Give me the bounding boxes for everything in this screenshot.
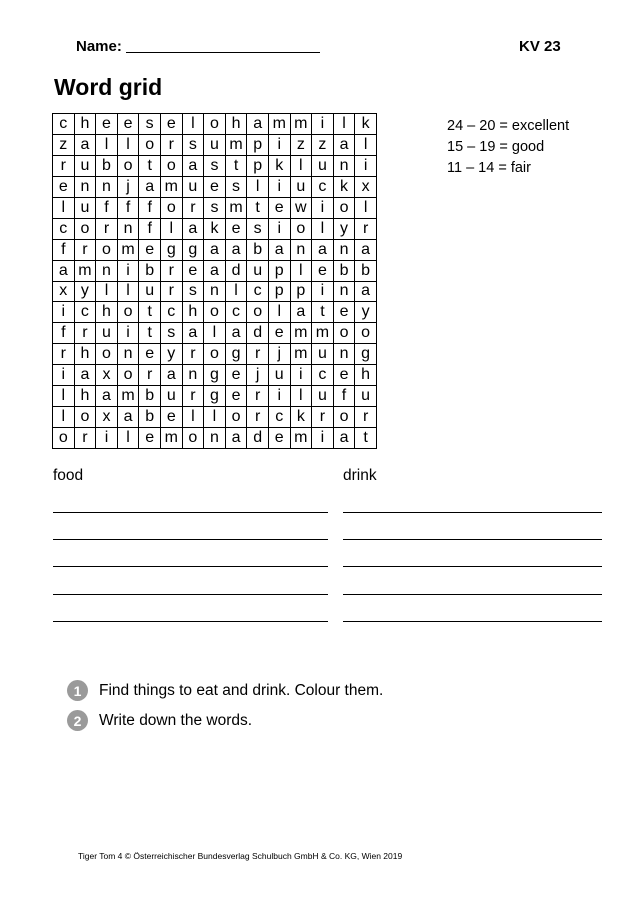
grid-cell[interactable]: l: [290, 155, 312, 176]
grid-cell[interactable]: a: [182, 155, 204, 176]
grid-cell[interactable]: e: [312, 260, 334, 281]
grid-cell[interactable]: s: [247, 218, 269, 239]
grid-row: [53, 155, 377, 176]
grid-cell[interactable]: e: [160, 407, 182, 428]
grid-cell[interactable]: l: [53, 197, 75, 218]
grid-cell[interactable]: o: [204, 302, 226, 323]
grid-cell[interactable]: w: [290, 197, 312, 218]
grid-cell[interactable]: n: [204, 281, 226, 302]
grid-cell[interactable]: p: [268, 281, 290, 302]
grid-cell[interactable]: g: [225, 344, 247, 365]
grid-cell[interactable]: a: [96, 386, 118, 407]
grid-cell[interactable]: u: [160, 386, 182, 407]
grid-cell[interactable]: l: [355, 197, 377, 218]
grid-cell[interactable]: h: [225, 114, 247, 135]
grid-cell[interactable]: x: [96, 407, 118, 428]
grid-cell[interactable]: r: [53, 155, 75, 176]
grid-cell[interactable]: a: [117, 407, 139, 428]
grid-cell[interactable]: t: [355, 428, 377, 449]
grid-cell[interactable]: m: [74, 260, 96, 281]
grid-cell[interactable]: l: [117, 281, 139, 302]
grid-cell[interactable]: u: [96, 323, 118, 344]
grid-cell[interactable]: b: [333, 260, 355, 281]
grid-cell[interactable]: l: [160, 218, 182, 239]
grid-cell[interactable]: u: [74, 197, 96, 218]
grid-cell[interactable]: o: [74, 407, 96, 428]
grid-cell[interactable]: o: [117, 302, 139, 323]
grid-cell[interactable]: i: [312, 197, 334, 218]
grid-cell[interactable]: c: [247, 281, 269, 302]
task-text: Write down the words.: [99, 711, 253, 729]
food-line[interactable]: [53, 539, 328, 540]
grid-cell[interactable]: o: [139, 134, 161, 155]
grid-cell[interactable]: f: [96, 197, 118, 218]
grid-cell[interactable]: r: [247, 386, 269, 407]
grid-row: [53, 134, 377, 155]
grid-cell[interactable]: c: [268, 407, 290, 428]
grid-cell[interactable]: u: [182, 176, 204, 197]
grid-cell[interactable]: l: [312, 218, 334, 239]
grid-cell[interactable]: k: [355, 114, 377, 135]
grid-cell[interactable]: u: [139, 281, 161, 302]
grid-cell[interactable]: r: [139, 365, 161, 386]
grid-cell[interactable]: k: [204, 218, 226, 239]
grid-cell[interactable]: m: [268, 114, 290, 135]
grid-cell[interactable]: m: [290, 344, 312, 365]
grid-row: [53, 407, 377, 428]
grid-cell[interactable]: m: [117, 386, 139, 407]
grid-cell[interactable]: c: [53, 114, 75, 135]
grid-cell[interactable]: i: [268, 176, 290, 197]
grid-cell[interactable]: k: [268, 155, 290, 176]
grid-cell[interactable]: a: [355, 239, 377, 260]
grid-cell[interactable]: n: [204, 428, 226, 449]
grid-cell[interactable]: r: [355, 407, 377, 428]
grid-cell[interactable]: r: [182, 386, 204, 407]
grid-cell[interactable]: n: [333, 344, 355, 365]
grid-cell[interactable]: l: [268, 302, 290, 323]
grid-cell[interactable]: l: [117, 134, 139, 155]
grid-cell[interactable]: e: [225, 386, 247, 407]
grid-cell[interactable]: u: [204, 134, 226, 155]
grid-cell[interactable]: l: [117, 428, 139, 449]
grid-cell[interactable]: u: [312, 344, 334, 365]
grid-cell[interactable]: r: [182, 344, 204, 365]
grid-cell[interactable]: e: [139, 428, 161, 449]
grid-cell[interactable]: r: [312, 407, 334, 428]
grid-cell[interactable]: n: [290, 239, 312, 260]
grid-cell[interactable]: f: [117, 197, 139, 218]
grid-cell[interactable]: z: [312, 134, 334, 155]
grid-cell[interactable]: o: [182, 428, 204, 449]
grid-cell[interactable]: b: [355, 260, 377, 281]
grid-cell[interactable]: n: [333, 281, 355, 302]
grid-row: [53, 344, 377, 365]
grid-cell[interactable]: s: [182, 134, 204, 155]
grid-row: [53, 386, 377, 407]
grid-cell[interactable]: y: [160, 344, 182, 365]
grid-cell[interactable]: b: [96, 155, 118, 176]
grid-cell[interactable]: f: [139, 218, 161, 239]
grid-cell[interactable]: g: [160, 239, 182, 260]
grid-cell[interactable]: u: [247, 260, 269, 281]
grid-cell[interactable]: g: [204, 365, 226, 386]
grid-cell[interactable]: i: [268, 386, 290, 407]
grid-cell[interactable]: n: [333, 239, 355, 260]
grid-cell[interactable]: a: [160, 365, 182, 386]
grid-cell[interactable]: m: [160, 176, 182, 197]
grid-cell[interactable]: a: [204, 239, 226, 260]
grid-cell[interactable]: f: [53, 323, 75, 344]
grid-cell[interactable]: c: [74, 302, 96, 323]
grid-cell[interactable]: s: [204, 197, 226, 218]
grid-cell[interactable]: i: [312, 428, 334, 449]
grid-cell[interactable]: l: [182, 114, 204, 135]
grid-cell[interactable]: o: [160, 197, 182, 218]
name-label: Name:: [76, 38, 122, 55]
grid-cell[interactable]: l: [355, 134, 377, 155]
grid-cell[interactable]: b: [247, 239, 269, 260]
grid-cell[interactable]: m: [160, 428, 182, 449]
name-line[interactable]: [126, 52, 320, 53]
grid-cell[interactable]: n: [74, 176, 96, 197]
grid-cell[interactable]: m: [290, 323, 312, 344]
grid-cell[interactable]: t: [225, 155, 247, 176]
grid-row: [53, 281, 377, 302]
grid-cell[interactable]: r: [247, 407, 269, 428]
grid-cell[interactable]: u: [74, 155, 96, 176]
copyright-footer: Tiger Tom 4 © Österreichischer Bundesverlag Schulbuch GmbH & Co. KG, Wien 2019: [78, 851, 403, 861]
grid-cell[interactable]: o: [333, 197, 355, 218]
grid-cell[interactable]: y: [74, 281, 96, 302]
food-line[interactable]: [53, 594, 328, 595]
grid-row: [53, 260, 377, 281]
grid-cell[interactable]: t: [247, 197, 269, 218]
grid-cell[interactable]: o: [96, 239, 118, 260]
grid-cell[interactable]: l: [96, 134, 118, 155]
grid-cell[interactable]: i: [290, 365, 312, 386]
grid-cell[interactable]: n: [96, 260, 118, 281]
grid-row: [53, 114, 377, 135]
number-badge-icon: 1: [67, 680, 88, 701]
grid-cell[interactable]: a: [268, 239, 290, 260]
grid-cell[interactable]: r: [53, 344, 75, 365]
grid-row: [53, 218, 377, 239]
grid-cell[interactable]: j: [117, 176, 139, 197]
grid-cell[interactable]: n: [182, 365, 204, 386]
grid-cell[interactable]: e: [225, 365, 247, 386]
grid-cell[interactable]: h: [96, 302, 118, 323]
grid-cell[interactable]: n: [96, 176, 118, 197]
grid-cell[interactable]: r: [74, 323, 96, 344]
grid-cell[interactable]: a: [225, 428, 247, 449]
grid-cell[interactable]: x: [355, 176, 377, 197]
grid-cell[interactable]: a: [204, 260, 226, 281]
grid-cell[interactable]: i: [312, 281, 334, 302]
grid-cell[interactable]: l: [96, 281, 118, 302]
grid-cell[interactable]: e: [160, 114, 182, 135]
grid-cell[interactable]: l: [333, 114, 355, 135]
grid-cell[interactable]: u: [355, 386, 377, 407]
page-title: Word grid: [54, 74, 163, 100]
grid-cell[interactable]: r: [355, 218, 377, 239]
grid-cell[interactable]: m: [225, 197, 247, 218]
grid-cell[interactable]: u: [312, 155, 334, 176]
drink-line[interactable]: [343, 621, 602, 622]
grid-cell[interactable]: e: [53, 176, 75, 197]
score-legend: [447, 116, 569, 179]
grid-cell[interactable]: l: [204, 323, 226, 344]
grid-cell[interactable]: o: [225, 407, 247, 428]
grid-cell[interactable]: u: [290, 176, 312, 197]
grid-cell[interactable]: c: [312, 365, 334, 386]
grid-cell[interactable]: o: [117, 155, 139, 176]
grid-cell[interactable]: h: [355, 365, 377, 386]
grid-cell[interactable]: i: [53, 365, 75, 386]
grid-cell[interactable]: n: [333, 155, 355, 176]
grid-cell[interactable]: o: [204, 344, 226, 365]
food-line[interactable]: [53, 621, 328, 622]
grid-cell[interactable]: f: [139, 197, 161, 218]
grid-cell[interactable]: i: [355, 155, 377, 176]
grid-cell[interactable]: j: [247, 365, 269, 386]
task-2: [67, 710, 252, 731]
grid-cell[interactable]: o: [333, 407, 355, 428]
drink-label: drink: [343, 467, 377, 484]
grid-cell[interactable]: e: [182, 260, 204, 281]
grid-cell[interactable]: o: [117, 365, 139, 386]
grid-cell[interactable]: e: [96, 114, 118, 135]
grid-cell[interactable]: t: [312, 302, 334, 323]
grid-cell[interactable]: g: [355, 344, 377, 365]
grid-cell[interactable]: d: [247, 428, 269, 449]
task-text: Find things to eat and drink. Colour them.: [99, 681, 384, 699]
grid-cell[interactable]: r: [182, 197, 204, 218]
grid-cell[interactable]: m: [290, 428, 312, 449]
grid-cell[interactable]: k: [290, 407, 312, 428]
grid-cell[interactable]: e: [333, 365, 355, 386]
grid-cell[interactable]: i: [117, 323, 139, 344]
worksheet-code: KV 23: [519, 38, 561, 55]
grid-cell[interactable]: s: [225, 176, 247, 197]
grid-row: [53, 323, 377, 344]
grid-cell[interactable]: b: [139, 386, 161, 407]
grid-cell[interactable]: o: [355, 323, 377, 344]
grid-cell[interactable]: e: [204, 176, 226, 197]
grid-cell[interactable]: c: [160, 302, 182, 323]
grid-cell[interactable]: u: [312, 386, 334, 407]
grid-cell[interactable]: a: [182, 323, 204, 344]
grid-cell[interactable]: l: [290, 386, 312, 407]
grid-cell[interactable]: r: [74, 239, 96, 260]
grid-row: [53, 239, 377, 260]
grid-cell[interactable]: i: [117, 260, 139, 281]
grid-cell[interactable]: h: [74, 114, 96, 135]
grid-cell[interactable]: l: [225, 281, 247, 302]
grid-cell[interactable]: e: [268, 197, 290, 218]
grid-cell[interactable]: d: [247, 323, 269, 344]
grid-cell[interactable]: a: [53, 260, 75, 281]
grid-cell[interactable]: h: [74, 344, 96, 365]
grid-cell[interactable]: o: [96, 344, 118, 365]
grid-cell[interactable]: f: [53, 239, 75, 260]
word-grid: [52, 113, 377, 449]
grid-row: [53, 428, 377, 449]
grid-cell[interactable]: o: [247, 302, 269, 323]
grid-row: [53, 176, 377, 197]
grid-cell[interactable]: i: [312, 114, 334, 135]
grid-cell[interactable]: h: [74, 386, 96, 407]
grid-cell[interactable]: n: [117, 218, 139, 239]
number-badge-icon: 2: [67, 710, 88, 731]
grid-cell[interactable]: c: [225, 302, 247, 323]
grid-cell[interactable]: e: [268, 428, 290, 449]
grid-cell[interactable]: o: [53, 428, 75, 449]
drink-line[interactable]: [343, 566, 602, 567]
grid-cell[interactable]: k: [333, 176, 355, 197]
grid-cell[interactable]: a: [355, 281, 377, 302]
grid-cell[interactable]: y: [333, 218, 355, 239]
drink-line[interactable]: [343, 512, 602, 513]
score-excellent: 24 – 20 = excellent: [447, 118, 570, 134]
grid-cell[interactable]: p: [290, 281, 312, 302]
grid-cell[interactable]: e: [268, 323, 290, 344]
grid-cell[interactable]: a: [225, 323, 247, 344]
grid-cell[interactable]: n: [117, 344, 139, 365]
score-fair: 11 – 14 = fair: [447, 160, 531, 176]
grid-cell[interactable]: m: [290, 114, 312, 135]
grid-cell[interactable]: h: [182, 302, 204, 323]
grid-cell[interactable]: r: [160, 260, 182, 281]
drink-line[interactable]: [343, 539, 602, 540]
grid-cell[interactable]: r: [247, 344, 269, 365]
grid-cell[interactable]: y: [355, 302, 377, 323]
grid-cell[interactable]: o: [333, 323, 355, 344]
grid-cell[interactable]: m: [225, 134, 247, 155]
grid-cell[interactable]: r: [160, 134, 182, 155]
grid-row: [53, 302, 377, 323]
grid-cell[interactable]: b: [139, 407, 161, 428]
grid-cell[interactable]: r: [74, 428, 96, 449]
grid-cell[interactable]: x: [53, 281, 75, 302]
grid-cell[interactable]: s: [204, 155, 226, 176]
grid-cell[interactable]: g: [182, 239, 204, 260]
grid-cell[interactable]: b: [139, 260, 161, 281]
grid-cell[interactable]: l: [53, 407, 75, 428]
grid-cell[interactable]: d: [225, 260, 247, 281]
grid-cell[interactable]: i: [96, 428, 118, 449]
food-line[interactable]: [53, 566, 328, 567]
grid-cell[interactable]: a: [139, 176, 161, 197]
grid-cell[interactable]: j: [268, 344, 290, 365]
task-1: [67, 680, 383, 701]
grid-cell[interactable]: o: [290, 218, 312, 239]
grid-cell[interactable]: u: [268, 365, 290, 386]
grid-cell[interactable]: p: [247, 134, 269, 155]
grid-cell[interactable]: l: [182, 407, 204, 428]
grid-row: [53, 365, 377, 386]
grid-cell[interactable]: t: [139, 155, 161, 176]
grid-cell[interactable]: o: [204, 114, 226, 135]
grid-cell[interactable]: a: [333, 428, 355, 449]
food-line[interactable]: [53, 512, 328, 513]
grid-cell[interactable]: e: [225, 218, 247, 239]
grid-cell[interactable]: o: [74, 218, 96, 239]
drink-line[interactable]: [343, 594, 602, 595]
grid-cell[interactable]: a: [290, 302, 312, 323]
grid-cell[interactable]: x: [96, 365, 118, 386]
grid-cell[interactable]: r: [160, 281, 182, 302]
grid-cell[interactable]: c: [312, 176, 334, 197]
grid-cell[interactable]: g: [204, 386, 226, 407]
grid-cell[interactable]: a: [312, 239, 334, 260]
grid-cell[interactable]: f: [333, 386, 355, 407]
grid-cell[interactable]: a: [333, 134, 355, 155]
grid-cell[interactable]: p: [247, 155, 269, 176]
grid-row: [53, 197, 377, 218]
grid-cell[interactable]: s: [139, 114, 161, 135]
grid-cell[interactable]: e: [333, 302, 355, 323]
grid-cell[interactable]: i: [53, 302, 75, 323]
grid-cell[interactable]: p: [268, 260, 290, 281]
grid-cell[interactable]: z: [53, 134, 75, 155]
grid-cell[interactable]: l: [290, 260, 312, 281]
grid-cell[interactable]: a: [74, 365, 96, 386]
grid-cell[interactable]: m: [117, 239, 139, 260]
grid-cell[interactable]: t: [139, 302, 161, 323]
grid-cell[interactable]: a: [74, 134, 96, 155]
grid-cell[interactable]: s: [160, 323, 182, 344]
grid-cell[interactable]: o: [160, 155, 182, 176]
grid-cell[interactable]: i: [268, 134, 290, 155]
score-good: 15 – 19 = good: [447, 139, 545, 155]
grid-cell[interactable]: a: [225, 239, 247, 260]
grid-cell[interactable]: l: [247, 176, 269, 197]
grid-cell[interactable]: e: [139, 239, 161, 260]
grid-cell[interactable]: i: [268, 218, 290, 239]
grid-cell[interactable]: r: [96, 218, 118, 239]
grid-cell[interactable]: s: [182, 281, 204, 302]
grid-cell[interactable]: a: [247, 114, 269, 135]
grid-cell[interactable]: z: [290, 134, 312, 155]
grid-cell[interactable]: e: [139, 344, 161, 365]
grid-cell[interactable]: e: [117, 114, 139, 135]
grid-cell[interactable]: t: [139, 323, 161, 344]
food-label: food: [53, 467, 84, 484]
grid-cell[interactable]: a: [182, 218, 204, 239]
grid-cell[interactable]: l: [53, 386, 75, 407]
grid-cell[interactable]: l: [204, 407, 226, 428]
grid-cell[interactable]: c: [53, 218, 75, 239]
grid-cell[interactable]: m: [312, 323, 334, 344]
